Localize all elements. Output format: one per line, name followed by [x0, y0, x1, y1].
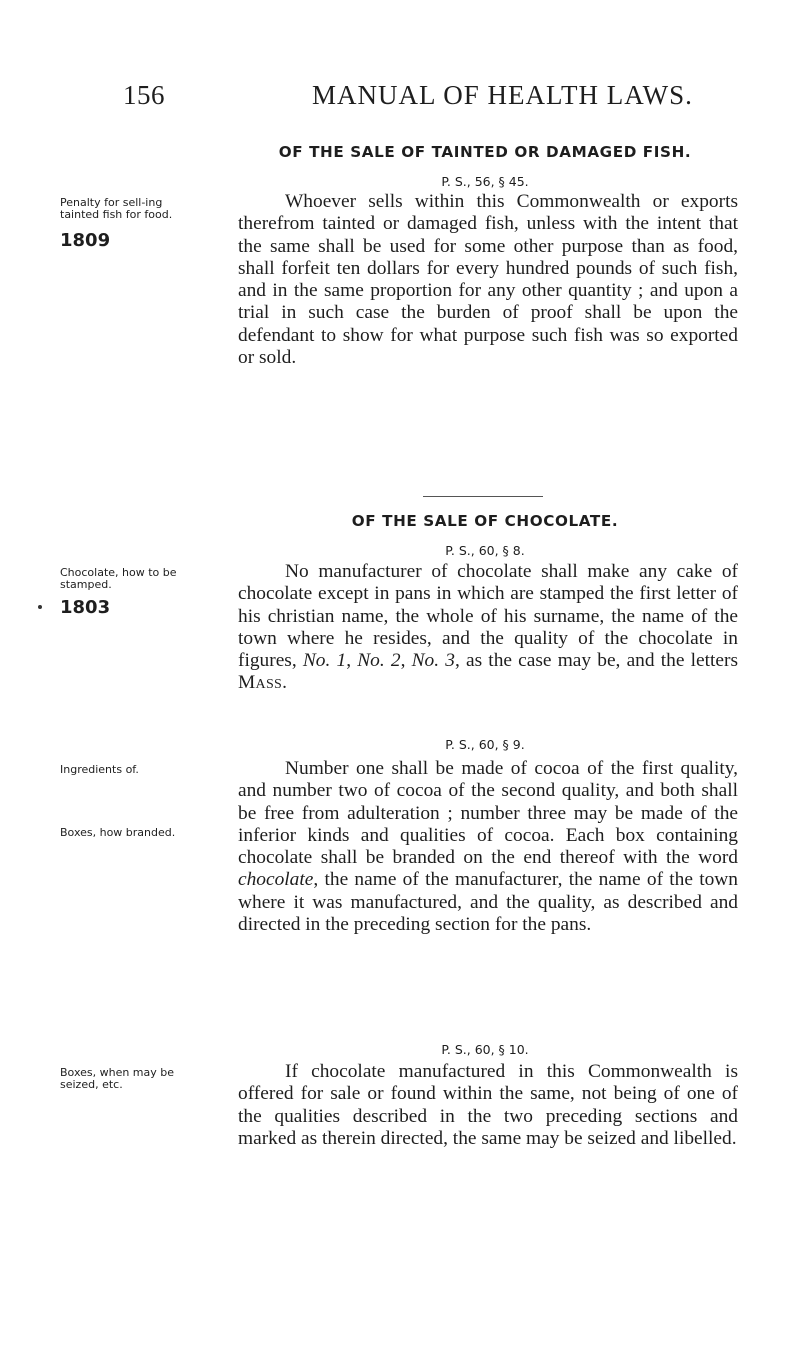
s8-mass: Mass — [238, 672, 283, 694]
s8-margin-note: Chocolate, how to be stamped. — [60, 566, 177, 591]
fish-citation: P. S., 56, § 45. — [441, 174, 529, 189]
s9-margin-note-boxes: Boxes, how branded. — [60, 826, 176, 839]
s10-paragraph: If chocolate manufactured in this Commonwealth is offered for sale or found within the same, not being of one of the qualities described in the two preceding sections and marked as therein directed, the same may be seized and libelled. — [238, 1061, 738, 1149]
s8-text-1: No manufacturer of chocolate shall make any cake of chocolate except in pans in which are stamped the first letter of his christian name, the whole of his surname, the name of the town where he resides, and the quality of the chocolate in figures, — [238, 561, 738, 672]
s9-citation: P. S., 60, § 9. — [445, 737, 525, 752]
s9-text-1: Number one shall be made of cocoa of the first quality, and number two of cocoa of the second quality, and both shall be free from adulteration ; number three may be made of the inferior kinds and qualities of cocoa. Each box containing chocolate shall be branded on the end thereof with the word — [238, 758, 738, 869]
margin-mark — [38, 605, 42, 609]
s8-sep1: , — [346, 650, 358, 672]
s8-paragraph — [238, 561, 738, 695]
fish-margin-note: Penalty for sell-ing tainted fish for food. — [60, 196, 173, 221]
section-divider — [423, 496, 543, 497]
s8-no1: No. 1 — [302, 650, 347, 672]
s8-sep2: , — [400, 650, 412, 672]
fish-paragraph: Whoever sells within this Commonwealth or exports therefrom tainted or damaged fish, unless with the intent that the same shall be used for some other purpose than as food, shall forfeit ten dollars for every hundred pounds of such fish, and in the same proportion for any other quantity ; and upon a trial in such case the burden of proof shall be upon the defendant to show for what purpose such fish was so exported or sold. — [238, 191, 738, 369]
s8-text-2: , as the case may be, and the letters — [454, 650, 738, 672]
s10-margin-note: Boxes, when may be seized, etc. — [60, 1066, 175, 1091]
s9-text-2: , the name of the manufacturer, the name of the town where it was manufactured, and the quality, as described and directed in the preceding section for the pans. — [238, 869, 738, 936]
fish-year: 1809 — [60, 230, 111, 251]
s8-citation: P. S., 60, § 8. — [445, 543, 525, 558]
fish-section-heading: OF THE SALE OF TAINTED OR DAMAGED FISH. — [278, 143, 692, 161]
page-number: 156 — [123, 80, 165, 110]
s9-margin-note-ingredients: Ingredients of. — [60, 763, 139, 776]
s10-citation: P. S., 60, § 10. — [441, 1042, 529, 1057]
s8-year: 1803 — [60, 597, 111, 618]
running-head — [0, 80, 800, 120]
s8-end: . — [282, 672, 287, 694]
chocolate-section-heading: OF THE SALE OF CHOCOLATE. — [351, 512, 619, 530]
running-title: MANUAL OF HEALTH LAWS. — [312, 80, 693, 110]
s8-no2: No. 2 — [357, 650, 401, 672]
s8-no3: No. 3 — [411, 650, 455, 672]
s9-paragraph — [238, 758, 738, 936]
s9-chocolate-word: chocolate — [238, 869, 314, 891]
